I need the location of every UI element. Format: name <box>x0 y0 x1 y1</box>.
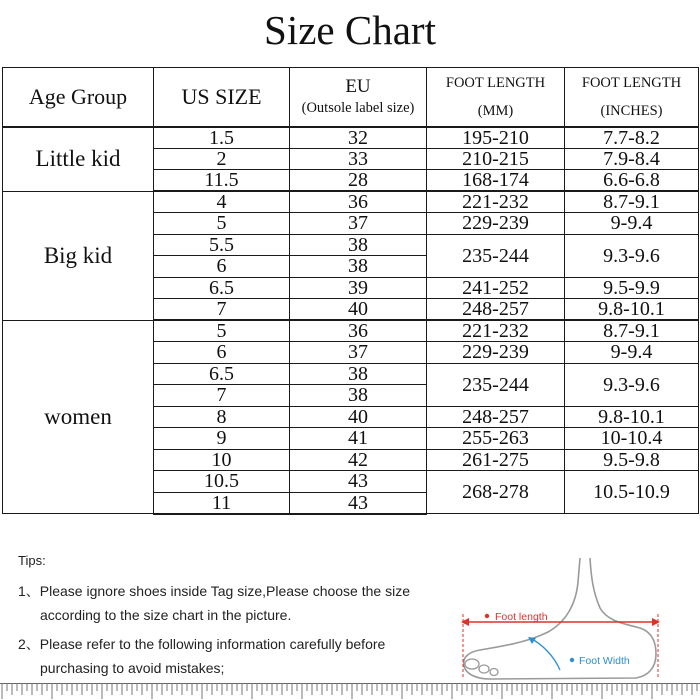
header-eu <box>290 68 427 127</box>
header-foot-length-in-unit: (INCHES) <box>600 102 663 119</box>
foot-length-in-cell: 7.9-8.4 <box>565 148 699 170</box>
eu-size-cell: 40 <box>290 299 427 321</box>
eu-size-cell: 38 <box>290 385 427 407</box>
table-row <box>3 127 699 149</box>
foot-length-mm-cell: 195-210 <box>427 127 565 149</box>
header-us-size: US SIZE <box>154 68 290 127</box>
foot-length-arrowhead-right <box>652 618 660 626</box>
eu-size-cell: 32 <box>290 127 427 149</box>
header-foot-length-mm <box>427 68 565 127</box>
foot-length-in-cell: 10-10.4 <box>565 428 699 450</box>
toe-icon <box>490 669 498 676</box>
foot-length-in-cell: 9.8-10.1 <box>565 406 699 428</box>
us-size-cell: 4 <box>154 191 290 213</box>
foot-length-mm-cell: 229-239 <box>427 213 565 235</box>
header-row <box>3 68 699 127</box>
header-eu-label: EU <box>345 75 371 97</box>
foot-length-mm-cell: 168-174 <box>427 170 565 192</box>
tip-1-line-1: 1、Please ignore shoes inside Tag size,Please choose the size <box>18 583 410 599</box>
page-title: Size Chart <box>264 7 436 53</box>
us-size-cell: 11.5 <box>154 170 290 192</box>
eu-size-cell: 37 <box>290 342 427 364</box>
foot-length-in-cell: 7.7-8.2 <box>565 127 699 149</box>
foot-length-mm-cell: 261-275 <box>427 449 565 471</box>
foot-width-dot <box>570 658 574 662</box>
eu-size-cell: 36 <box>290 191 427 213</box>
toe-icon <box>479 665 489 673</box>
foot-length-in-cell: 9.8-10.1 <box>565 299 699 321</box>
toe-icon <box>465 659 479 669</box>
header-age-group: Age Group <box>3 68 154 127</box>
foot-measure-diagram <box>450 558 690 683</box>
header-foot-length-mm-unit: (MM) <box>477 102 514 119</box>
foot-length-in-cell: 9-9.4 <box>565 213 699 235</box>
foot-length-mm-cell: 241-252 <box>427 277 565 299</box>
foot-length-mm-cell: 221-232 <box>427 320 565 342</box>
foot-length-in-cell: 9.5-9.8 <box>565 449 699 471</box>
eu-size-cell: 37 <box>290 213 427 235</box>
us-size-cell: 6.5 <box>154 363 290 385</box>
us-size-cell: 9 <box>154 428 290 450</box>
us-size-cell: 2 <box>154 148 290 170</box>
us-size-cell: 11 <box>154 492 290 514</box>
eu-size-cell: 40 <box>290 406 427 428</box>
tips-label: Tips: <box>18 553 46 568</box>
eu-size-cell: 42 <box>290 449 427 471</box>
table-row <box>3 320 699 342</box>
eu-size-cell: 36 <box>290 320 427 342</box>
eu-size-cell: 43 <box>290 471 427 493</box>
foot-length-in-cell: 9.3-9.6 <box>565 363 699 406</box>
us-size-cell: 10.5 <box>154 471 290 493</box>
foot-length-label: Foot length <box>495 611 548 623</box>
us-size-cell: 7 <box>154 299 290 321</box>
foot-length-in-cell: 10.5-10.9 <box>565 471 699 514</box>
us-size-cell: 8 <box>154 406 290 428</box>
foot-length-mm-cell: 248-257 <box>427 406 565 428</box>
foot-length-mm-cell: 221-232 <box>427 191 565 213</box>
foot-length-mm-cell: 268-278 <box>427 471 565 514</box>
tip-1-line-2: according to the size chart in the picture. <box>40 607 292 623</box>
us-size-cell: 5 <box>154 320 290 342</box>
eu-size-cell: 38 <box>290 256 427 278</box>
eu-size-cell: 39 <box>290 277 427 299</box>
us-size-cell: 6 <box>154 256 290 278</box>
eu-size-cell: 41 <box>290 428 427 450</box>
ruler-strip <box>0 683 700 700</box>
group-big-kid: Big kid <box>3 191 154 320</box>
foot-length-in-cell: 8.7-9.1 <box>565 191 699 213</box>
header-foot-length-in-label: FOOT LENGTH <box>581 74 682 91</box>
group-women: women <box>3 320 154 514</box>
foot-width-label: Foot Width <box>579 655 630 667</box>
us-size-cell: 7 <box>154 385 290 407</box>
eu-size-cell: 38 <box>290 234 427 256</box>
tip-2-line-1: 2、Please refer to the following information carefully before <box>18 636 386 652</box>
eu-size-cell: 43 <box>290 492 427 514</box>
foot-length-mm-cell: 235-244 <box>427 363 565 406</box>
table-row <box>3 191 699 213</box>
tip-2-line-2: purchasing to avoid mistakes; <box>40 660 225 676</box>
foot-length-mm-cell: 248-257 <box>427 299 565 321</box>
us-size-cell: 5.5 <box>154 234 290 256</box>
eu-size-cell: 33 <box>290 148 427 170</box>
foot-length-in-cell: 8.7-9.1 <box>565 320 699 342</box>
foot-length-in-cell: 9.5-9.9 <box>565 277 699 299</box>
group-little-kid: Little kid <box>3 127 154 192</box>
foot-length-in-cell: 9-9.4 <box>565 342 699 364</box>
foot-length-arrowhead-left <box>461 618 469 626</box>
header-foot-length-mm-label: FOOT LENGTH <box>445 74 546 91</box>
us-size-cell: 6.5 <box>154 277 290 299</box>
us-size-cell: 10 <box>154 449 290 471</box>
foot-length-mm-cell: 210-215 <box>427 148 565 170</box>
foot-length-in-cell: 6.6-6.8 <box>565 170 699 192</box>
foot-length-mm-cell: 255-263 <box>427 428 565 450</box>
us-size-cell: 6 <box>154 342 290 364</box>
eu-size-cell: 28 <box>290 170 427 192</box>
foot-length-mm-cell: 235-244 <box>427 234 565 277</box>
foot-length-dot <box>485 614 489 618</box>
us-size-cell: 1.5 <box>154 127 290 149</box>
foot-width-arc <box>530 638 560 670</box>
tips-section <box>18 553 438 677</box>
ruler-ticks <box>2 683 700 699</box>
foot-length-mm-cell: 229-239 <box>427 342 565 364</box>
size-chart-table <box>2 67 699 515</box>
eu-size-cell: 38 <box>290 363 427 385</box>
us-size-cell: 5 <box>154 213 290 235</box>
header-eu-sublabel: (Outsole label size) <box>301 99 415 116</box>
foot-length-in-cell: 9.3-9.6 <box>565 234 699 277</box>
header-foot-length-inches <box>565 68 699 127</box>
